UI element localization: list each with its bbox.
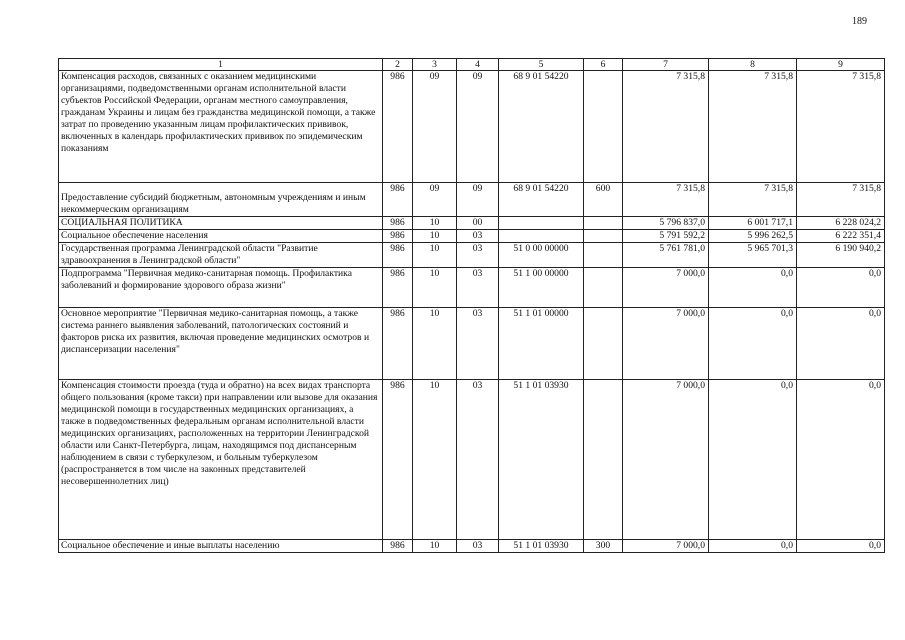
cell-target-article: 51 0 00 00000	[499, 243, 584, 268]
cell-ministry: 986	[383, 217, 413, 230]
cell-ministry: 986	[383, 268, 413, 308]
cell-amount-1: 5 761 781,0	[623, 243, 709, 268]
cell-amount-3: 6 190 940,2	[797, 243, 885, 268]
cell-expense-type	[584, 380, 623, 540]
cell-target-article: 51 1 00 00000	[499, 268, 584, 308]
cell-ministry: 986	[383, 230, 413, 243]
cell-section: 10	[413, 243, 457, 268]
cell-amount-1: 7 000,0	[623, 308, 709, 380]
column-header: 7	[623, 59, 709, 71]
table-row	[59, 268, 885, 308]
cell-subsection: 09	[457, 183, 499, 217]
column-header: 2	[383, 59, 413, 71]
cell-amount-2: 6 001 717,1	[709, 217, 797, 230]
cell-subsection: 03	[457, 230, 499, 243]
cell-expense-type	[584, 308, 623, 380]
cell-target-article: 51 1 01 03930	[499, 380, 584, 540]
column-header: 9	[797, 59, 885, 71]
cell-section: 09	[413, 71, 457, 183]
table-row	[59, 243, 885, 268]
cell-amount-3: 6 228 024,2	[797, 217, 885, 230]
cell-ministry: 986	[383, 71, 413, 183]
cell-expense-type	[584, 268, 623, 308]
cell-amount-1: 5 791 592,2	[623, 230, 709, 243]
cell-expense-type	[584, 71, 623, 183]
cell-expense-type	[584, 217, 623, 230]
cell-amount-2: 0,0	[709, 268, 797, 308]
row-name: Государственная программа Ленинградской области "Развитие здравоохранения в Ленинградской области"	[59, 243, 383, 268]
table-row	[59, 230, 885, 243]
column-header: 4	[457, 59, 499, 71]
cell-amount-2: 5 965 701,3	[709, 243, 797, 268]
cell-amount-1: 7 000,0	[623, 268, 709, 308]
cell-ministry: 986	[383, 183, 413, 217]
cell-amount-3: 0,0	[797, 268, 885, 308]
cell-subsection: 09	[457, 71, 499, 183]
cell-section: 09	[413, 183, 457, 217]
cell-expense-type	[584, 230, 623, 243]
cell-section: 10	[413, 268, 457, 308]
cell-ministry: 986	[383, 540, 413, 553]
cell-section: 10	[413, 540, 457, 553]
row-name: СОЦИАЛЬНАЯ ПОЛИТИКА	[59, 217, 383, 230]
cell-ministry: 986	[383, 243, 413, 268]
cell-ministry: 986	[383, 380, 413, 540]
cell-amount-2: 0,0	[709, 540, 797, 553]
column-header: 1	[59, 59, 383, 71]
cell-subsection: 03	[457, 540, 499, 553]
cell-amount-2: 0,0	[709, 380, 797, 540]
cell-section: 10	[413, 230, 457, 243]
cell-subsection: 03	[457, 268, 499, 308]
row-name: Социальное обеспечение населения	[59, 230, 383, 243]
cell-target-article: 68 9 01 54220	[499, 183, 584, 217]
cell-amount-3: 7 315,8	[797, 183, 885, 217]
cell-amount-3: 0,0	[797, 540, 885, 553]
column-header: 5	[499, 59, 584, 71]
cell-section: 10	[413, 308, 457, 380]
cell-section: 10	[413, 380, 457, 540]
table-row	[59, 217, 885, 230]
cell-amount-1: 7 315,8	[623, 71, 709, 183]
cell-amount-2: 7 315,8	[709, 183, 797, 217]
cell-amount-1: 7 000,0	[623, 540, 709, 553]
cell-ministry: 986	[383, 308, 413, 380]
cell-amount-3: 7 315,8	[797, 71, 885, 183]
cell-amount-1: 5 796 837,0	[623, 217, 709, 230]
cell-subsection: 03	[457, 243, 499, 268]
cell-amount-2: 7 315,8	[709, 71, 797, 183]
header-row	[59, 59, 885, 71]
table-row	[59, 380, 885, 540]
table-row	[59, 71, 885, 183]
cell-target-article: 68 9 01 54220	[499, 71, 584, 183]
cell-amount-3: 0,0	[797, 380, 885, 540]
cell-target-article	[499, 230, 584, 243]
cell-amount-3: 0,0	[797, 308, 885, 380]
row-name: Предоставление субсидий бюджетным, автономным учреждениям и иным некоммерческим организациям	[59, 183, 383, 217]
table-row	[59, 308, 885, 380]
column-header: 3	[413, 59, 457, 71]
row-name: Подпрограмма "Первичная медико-санитарная помощь. Профилактика заболеваний и формирование здорового образа жизни"	[59, 268, 383, 308]
budget-table	[58, 58, 885, 553]
row-name: Компенсация стоимости проезда (туда и обратно) на всех видах транспорта общего пользования (кроме такси) при направлении или вызове для оказания медицинской помощи в государственных медицинских организациях, а также в подведомственных федеральным органам исполнительной власти медицинских организациях, расположенных на территории Ленинградской области или Санкт-Петербурга, лицам, находящимся под диспансерным наблюдением в связи с туберкулезом, и больным туберкулезом (распространяется в том числе на законных представителей несовершеннолетних лиц)	[59, 380, 383, 540]
cell-amount-2: 5 996 262,5	[709, 230, 797, 243]
cell-target-article: 51 1 01 03930	[499, 540, 584, 553]
column-header: 8	[709, 59, 797, 71]
table-row	[59, 183, 885, 217]
row-name: Компенсация расходов, связанных с оказанием медицинскими организациями, подведомственными органам исполнительной власти субъектов Российской Федерации, органам местного самоуправления, гражданам Украины и лицам без гражданства медицинской помощи, а также затрат по проведению указанным лицам профилактических прививок, включенных в календарь профилактических прививок по эпидемическим показаниям	[59, 71, 383, 183]
cell-amount-2: 0,0	[709, 308, 797, 380]
cell-expense-type: 600	[584, 183, 623, 217]
cell-subsection: 03	[457, 380, 499, 540]
cell-subsection: 00	[457, 217, 499, 230]
cell-target-article: 51 1 01 00000	[499, 308, 584, 380]
row-name: Социальное обеспечение и иные выплаты населению	[59, 540, 383, 553]
row-name: Основное мероприятие "Первичная медико-санитарная помощь, а также система раннего выявления заболеваний, патологических состояний и факторов риска их развития, включая проведение медицинских осмотров и диспансеризации населения"	[59, 308, 383, 380]
cell-expense-type	[584, 243, 623, 268]
column-header: 6	[584, 59, 623, 71]
cell-amount-1: 7 315,8	[623, 183, 709, 217]
cell-amount-3: 6 222 351,4	[797, 230, 885, 243]
cell-expense-type: 300	[584, 540, 623, 553]
cell-subsection: 03	[457, 308, 499, 380]
cell-amount-1: 7 000,0	[623, 380, 709, 540]
cell-target-article	[499, 217, 584, 230]
page-number: 189	[852, 16, 867, 27]
table-row	[59, 540, 885, 553]
cell-section: 10	[413, 217, 457, 230]
